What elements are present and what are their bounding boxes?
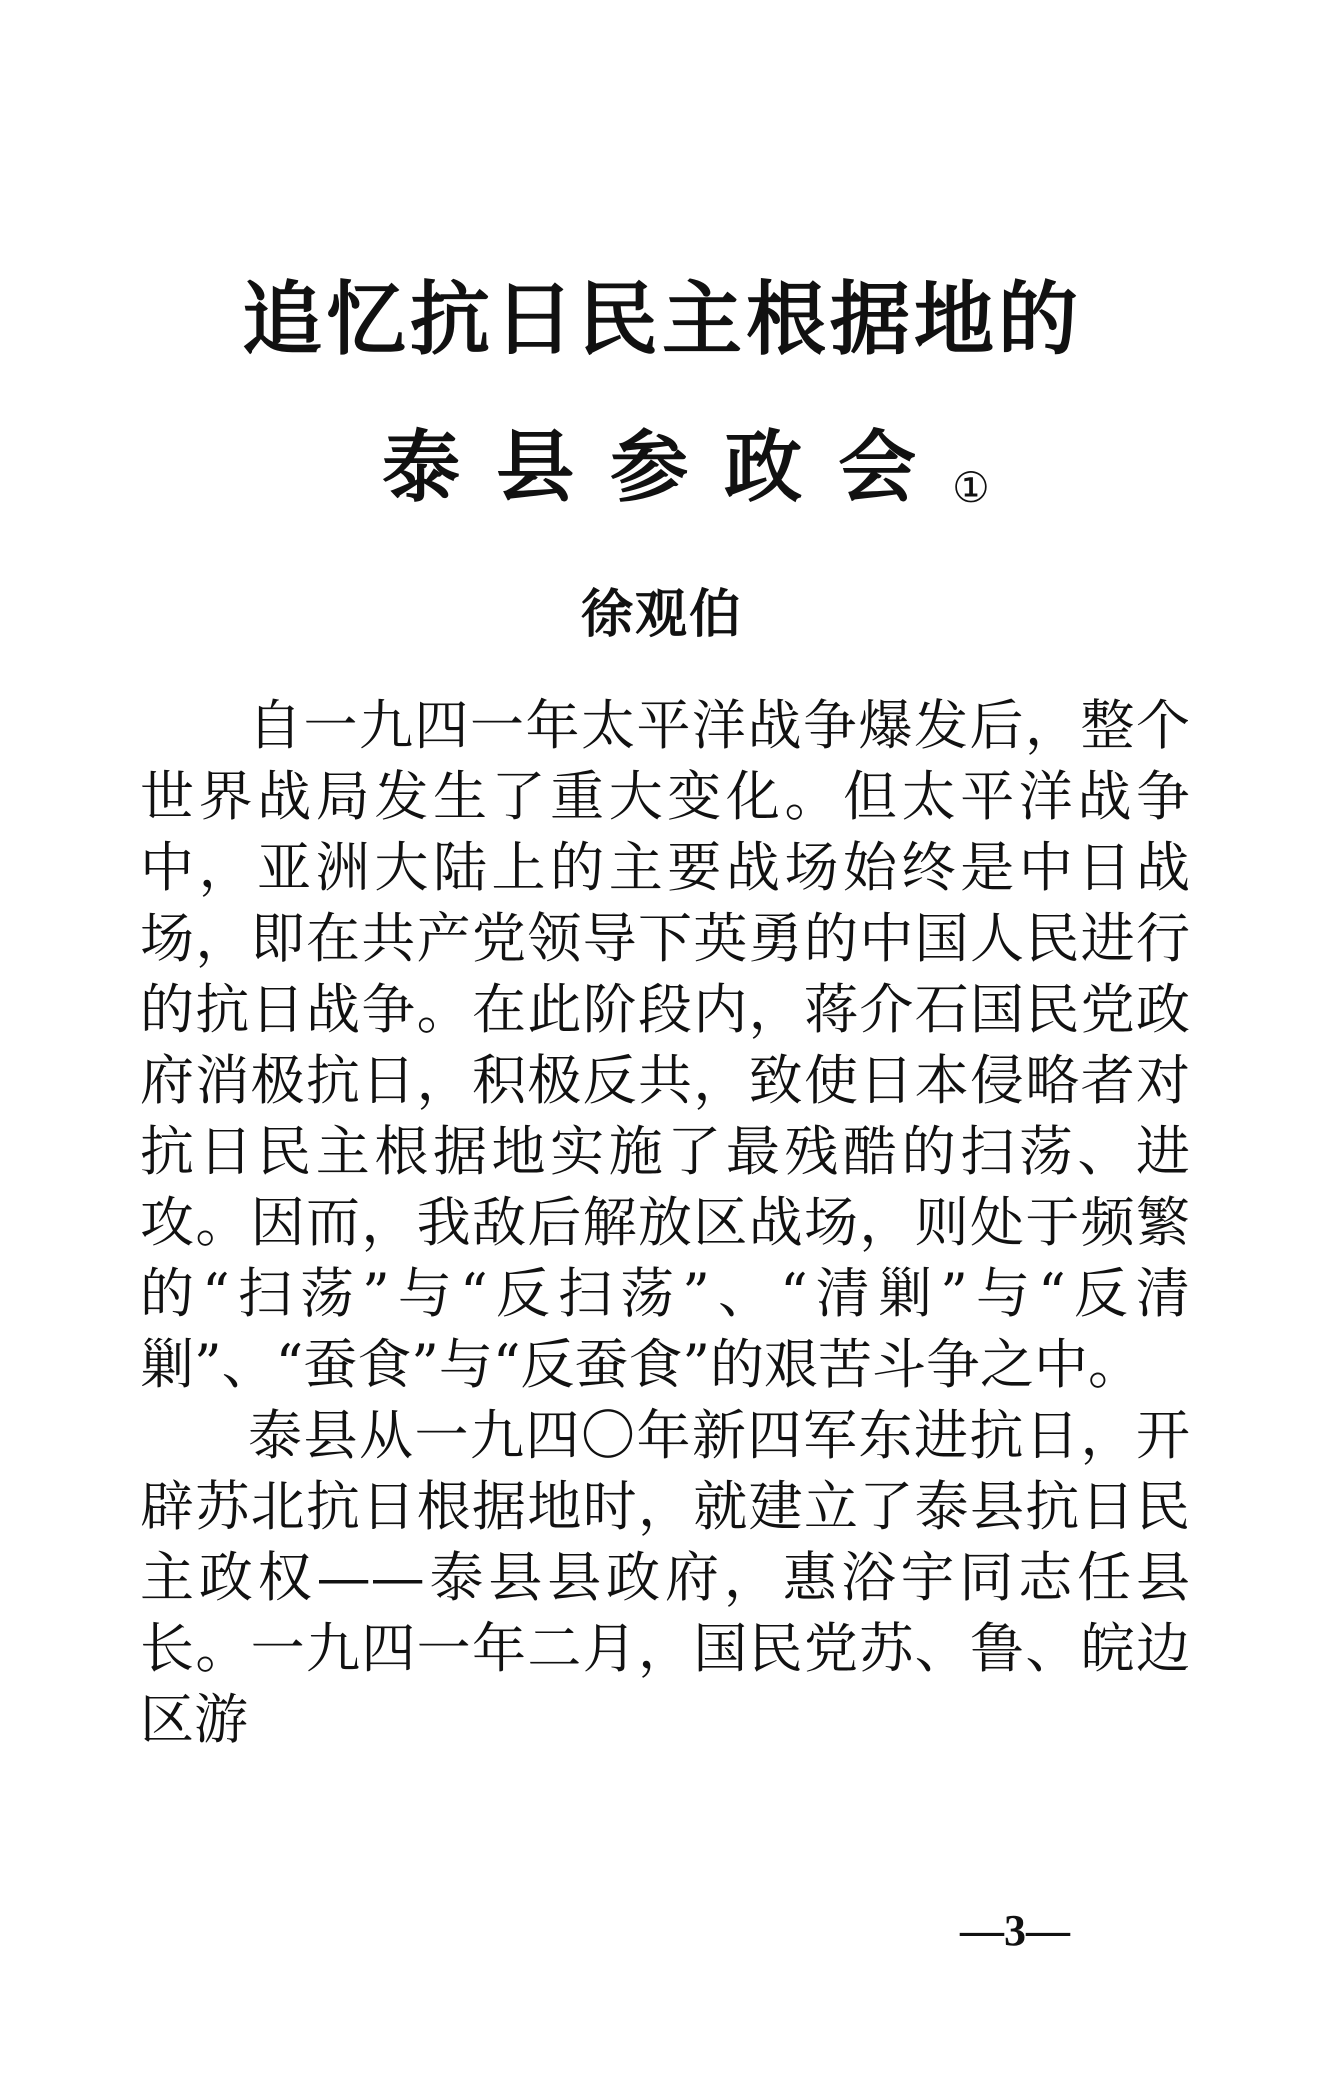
footnote-marker: ① bbox=[952, 463, 990, 512]
paragraph-1: 自一九四一年太平洋战争爆发后，整个世界战局发生了重大变化。但太平洋战争中，亚洲大陆上的主要战场始终是中日战场，即在共产党领导下英勇的中国人民进行的抗日战争。在此阶段内，蒋介石国民党政府消极抗日，积极反共，致使日本侵略者对抗日民主根据地实施了最残酷的扫荡、进攻。因而，我敌后解放区战场，则处于频繁的“扫荡”与“反扫荡”、“清剿”与“反清剿”、“蚕食”与“反蚕食”的艰苦斗争之中。 bbox=[140, 694, 1190, 1396]
article-title-line-2 bbox=[0, 405, 1324, 517]
author-name: 徐观伯 bbox=[580, 585, 743, 645]
article-title-line-1: 追忆抗日民主根据地的 bbox=[242, 272, 1082, 366]
page-number: —3— bbox=[960, 1906, 1070, 1955]
paragraph-2: 泰县从一九四〇年新四军东进抗日，开辟苏北抗日根据地时，就建立了泰县抗日民主政权——泰县县政府，惠浴宇同志任县长。一九四一年二月，国民党苏、鲁、皖边区游 bbox=[140, 1404, 1190, 1751]
article-title-line-2-text: 泰县参政会 bbox=[382, 422, 953, 513]
article-body bbox=[140, 690, 1190, 1755]
